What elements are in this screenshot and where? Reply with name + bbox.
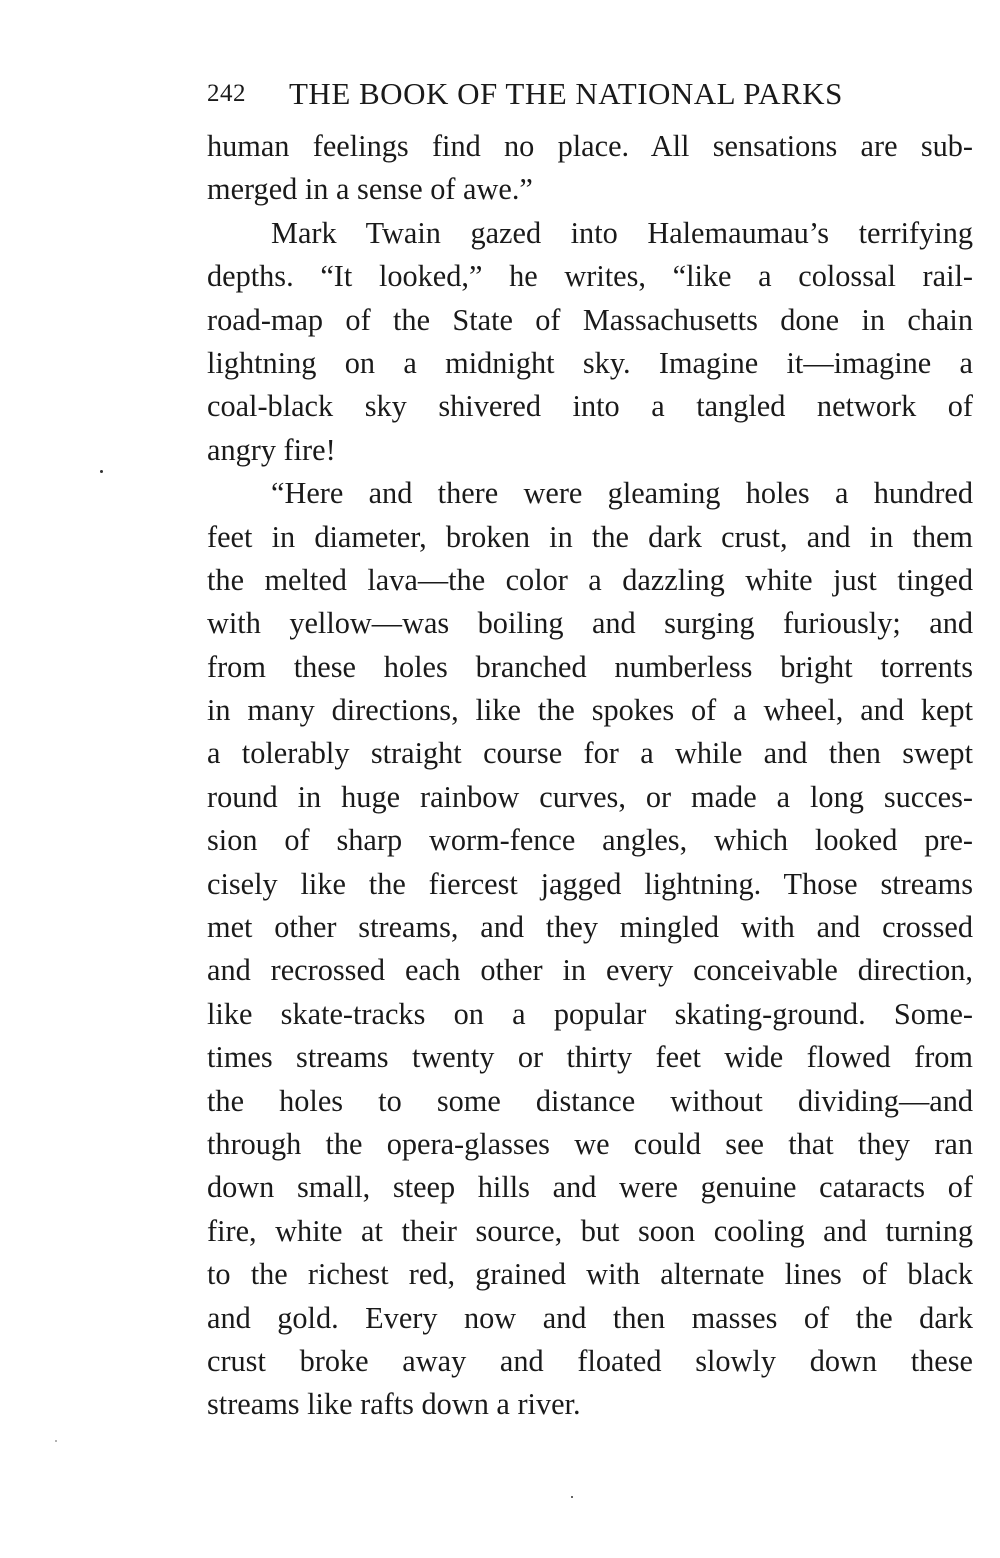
page-number: 242 <box>207 80 246 107</box>
text-line: lightning on a midnight sky. Imagine it—imagine a <box>207 345 973 380</box>
text-line: a tolerably straight course for a while and then swept <box>207 736 973 771</box>
text-line: merged in a sense of awe.” <box>207 172 533 207</box>
text-line: the melted lava—the color a dazzling white just tinged <box>207 562 973 597</box>
scan-speck <box>55 1440 57 1442</box>
paragraph-start-line: “Here and there were gleaming holes a hundred <box>271 476 973 511</box>
text-line: and gold. Every now and then masses of the dark <box>207 1300 973 1335</box>
running-head <box>207 72 973 116</box>
text-line: feet in diameter, broken in the dark crust, and in them <box>207 519 973 554</box>
text-line: the holes to some distance without dividing—and <box>207 1083 973 1118</box>
text-line: and recrossed each other in every conceivable direction, <box>207 953 973 988</box>
text-line: down small, steep hills and were genuine cataracts of <box>207 1170 973 1205</box>
text-line: human feelings find no place. All sensations are sub- <box>207 129 973 163</box>
scan-speck <box>571 1496 573 1498</box>
text-line: through the opera-glasses we could see that they ran <box>207 1126 973 1161</box>
text-line: from these holes branched numberless bright torrents <box>207 649 973 684</box>
text-line: in many directions, like the spokes of a wheel, and kept <box>207 693 973 728</box>
text-line: angry fire! <box>207 432 336 467</box>
text-line: round in huge rainbow curves, or made a long succes- <box>207 779 973 814</box>
text-line: like skate-tracks on a popular skating-ground. Some- <box>207 996 973 1031</box>
book-page <box>207 72 973 1427</box>
text-line: depths. “It looked,” he writes, “like a colossal rail- <box>207 259 973 294</box>
text-line: road-map of the State of Massachusetts done in chain <box>207 302 973 337</box>
running-head-title: THE BOOK OF THE NATIONAL PARKS <box>289 76 843 111</box>
text-line: crust broke away and floated slowly down these <box>207 1343 973 1378</box>
text-line: cisely like the fiercest jagged lightning. Those streams <box>207 866 973 901</box>
scan-speck <box>100 470 103 473</box>
body-text <box>207 125 973 1427</box>
text-line: to the richest red, grained with alternate lines of black <box>207 1257 973 1292</box>
text-line: times streams twenty or thirty feet wide flowed from <box>207 1040 973 1075</box>
text-line: fire, white at their source, but soon cooling and turning <box>207 1213 973 1248</box>
text-line: streams like rafts down a river. <box>207 1387 581 1422</box>
text-line: with yellow—was boiling and surging furiously; and <box>207 606 973 641</box>
text-line: met other streams, and they mingled with and crossed <box>207 910 973 945</box>
text-line: sion of sharp worm-fence angles, which looked pre- <box>207 823 973 858</box>
text-line: coal-black sky shivered into a tangled network of <box>207 389 973 424</box>
paragraph-start-line: Mark Twain gazed into Halemaumau’s terrifying <box>271 215 973 250</box>
